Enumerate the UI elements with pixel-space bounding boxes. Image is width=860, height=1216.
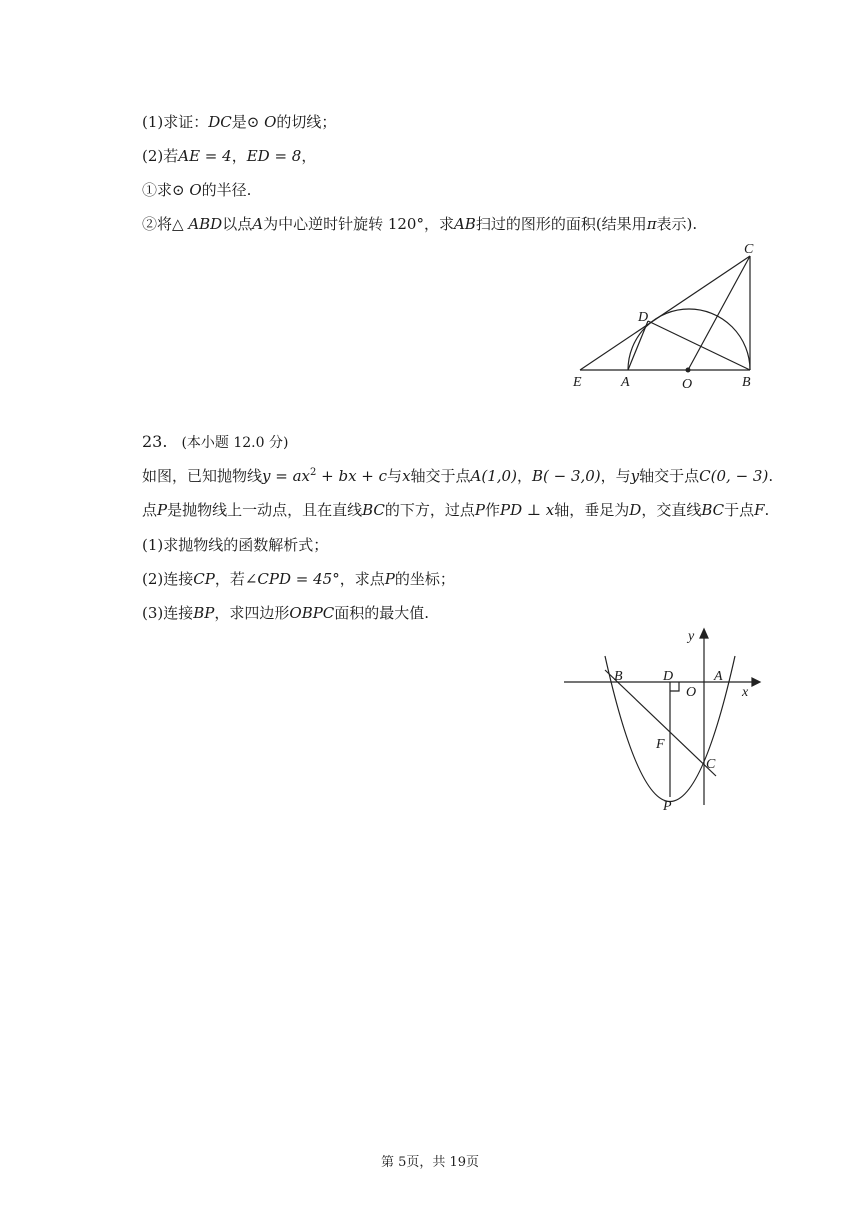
label-A: A xyxy=(714,669,723,684)
label-B: B xyxy=(742,375,751,390)
q23-part1: (1)求抛物线的函数解析式； xyxy=(142,536,329,554)
label-y: y xyxy=(688,629,695,644)
label-C: C xyxy=(744,242,754,257)
q23-part2: (2)连接CP，若∠CPD = 45°，求点P的坐标； xyxy=(142,570,455,588)
q22-part1: (1)求证：DC是⊙ O的切线； xyxy=(142,113,337,131)
label-B: B xyxy=(614,669,623,684)
x-axis-arrow xyxy=(752,678,760,686)
label-A: A xyxy=(621,375,630,390)
label-D: D xyxy=(663,669,674,684)
page-footer: 第 5页，共 19页 xyxy=(380,1155,480,1170)
segment-DB xyxy=(648,321,750,370)
label-x: x xyxy=(742,685,749,700)
label-O: O xyxy=(682,377,693,392)
label-E: E xyxy=(573,375,582,390)
q23-line2: 点P是抛物线上一动点，且在直线BC的下方，过点P作PD ⊥ x轴，垂足为D，交直线BC于点F. xyxy=(142,501,770,519)
segment-EC xyxy=(580,256,750,370)
q22-figure xyxy=(560,238,770,398)
segment-AC xyxy=(688,256,750,370)
q23-figure xyxy=(560,622,765,818)
q23-header: 23. (本小题 12.0 分) xyxy=(142,432,289,451)
q23-part3: (3)连接BP，求四边形OBPC面积的最大值. xyxy=(142,604,430,622)
q23-line1: 如图，已知抛物线$y = ax^2$ + bx + c与x轴交于点A(1,0)，B( − 3,0)，与y轴交于点C(0, − 3). xyxy=(142,467,774,485)
y-axis-arrow xyxy=(700,629,708,638)
label-F: F xyxy=(656,737,665,752)
label-C: C xyxy=(706,757,716,772)
label-O: O xyxy=(686,685,697,700)
q22-sub1: ①求⊙ O的半径. xyxy=(142,181,252,199)
label-D: D xyxy=(638,310,649,325)
q22-part2: (2)若AE = 4，ED = 8， xyxy=(142,147,317,165)
center-point-O xyxy=(686,368,691,373)
q22-sub2: ②将△ ABD以点A为中心逆时针旋转 120°，求AB扫过的图形的面积(结果用π表示). xyxy=(142,215,698,233)
label-P: P xyxy=(663,799,672,814)
